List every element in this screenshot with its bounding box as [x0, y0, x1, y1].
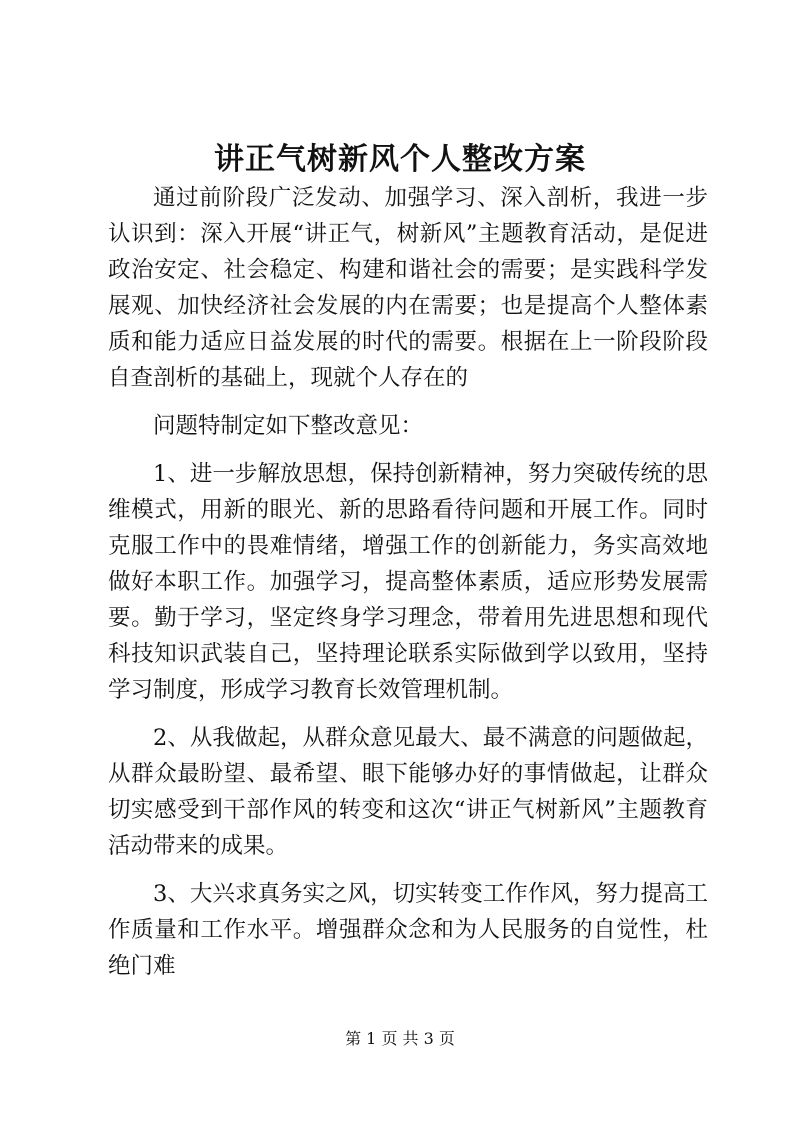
document-body — [108, 180, 708, 984]
page-number-footer: 第 1 页 共 3 页 — [345, 1029, 455, 1048]
paragraph-intro: 通过前阶段广泛发动、加强学习、深入剖析，我进一步认识到：深入开展“讲正气，树新风”主题教育活动，是促进政治安定、社会稳定、构建和谐社会的需要；是实践科学发展观、加快经济社会发展的内在需要；也是提高个人整体素质和能力适应日益发展的时代的需要。根据在上一阶段阶段自查剖析的基础上，现就个人存在的 — [108, 185, 708, 391]
document-title: 讲正气树新风个人整改方案 — [214, 142, 586, 177]
paragraph-item-2: 2、从我做起，从群众意见最大、最不满意的问题做起，从群众最盼望、最希望、眼下能够办好的事情做起，让群众切实感受到干部作风的转变和这次“讲正气树新风”主题教育活动带来的成果。 — [108, 725, 708, 859]
paragraph-lead-in: 问题特制定如下整改意见： — [153, 413, 424, 439]
paragraph-item-1: 1、进一步解放思想，保持创新精神，努力突破传统的思维模式，用新的眼光、新的思路看待问题和开展工作。同时克服工作中的畏难情绪，增强工作的创新能力，务实高效地做好本职工作。加强学习，提高整体素质，适应形势发展需要。勤于学习，坚定终身学习理念，带着用先进思想和现代科技知识武装自己，坚持理论联系实际做到学以致用，坚持学习制度，形成学习教育长效管理机制。 — [108, 461, 708, 703]
paragraph-item-3: 3、大兴求真务实之风，切实转变工作作风，努力提高工作质量和工作水平。增强群众念和为人民服务的自觉性，杜绝门难 — [108, 881, 708, 979]
